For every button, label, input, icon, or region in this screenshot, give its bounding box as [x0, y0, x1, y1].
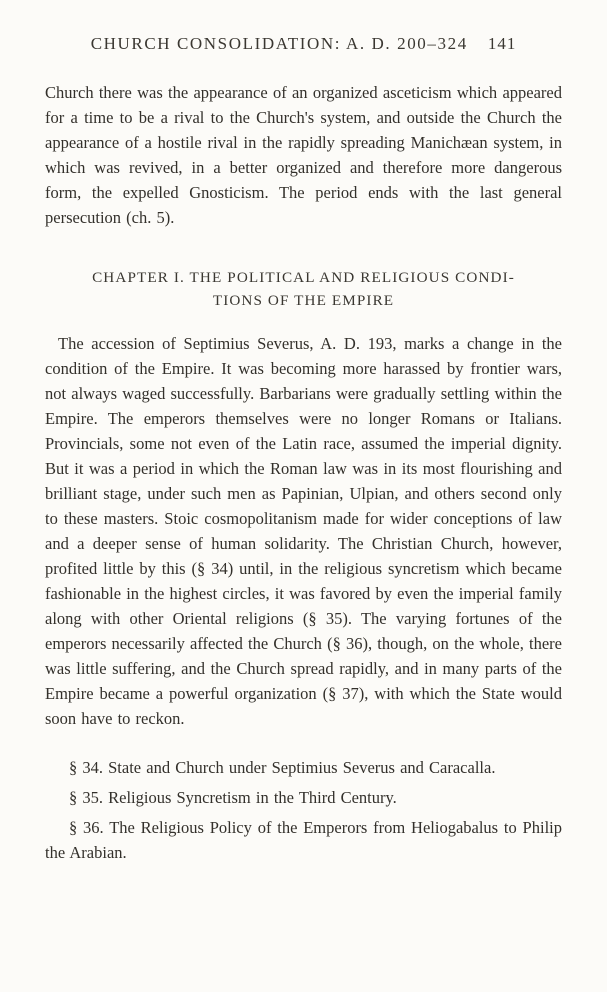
- section-list: [45, 755, 562, 865]
- header-title: CHURCH CONSOLIDATION: A. D. 200–324: [90, 34, 468, 53]
- running-header: [45, 34, 562, 54]
- section-item-36: § 36. The Religious Policy of the Emperors from Heliogabalus to Philip the Arabian.: [45, 818, 562, 862]
- section-item-35: § 35. Religious Syncretism in the Third Century.: [69, 788, 397, 807]
- chapter-heading-line1: CHAPTER I. THE POLITICAL AND RELIGIOUS CONDI-: [92, 269, 515, 286]
- chapter-heading: [45, 266, 562, 312]
- page-number: 141: [487, 34, 517, 53]
- paragraph-main: The accession of Septimius Severus, A. D. 193, marks a change in the condition of the Empire. It was becoming more harassed by frontier wars, not always waged successfully. Barbarians were gradually settling within the Empire. The emperors themselves were no longer Romans or Italians. Provincials, some not even of the Latin race, assumed the imperial dignity. But it was a period in which the Roman law was in its most flourishing and brilliant stage, under such men as Papinian, Ulpian, and others second only to these masters. Stoic cosmopolitanism made for wider conceptions of law and a deeper sense of human solidarity. The Christian Church, however, profited little by this (§ 34) until, in the religious syncretism which became fashionable in the highest circles, it was favored by even the imperial family along with other Oriental religions (§ 35). The varying fortunes of the emperors necessarily affected the Church (§ 36), though, on the whole, there was little suffering, and the Church spread rapidly, and in many parts of the Empire became a powerful organization (§ 37), with which the State would soon have to reckon.: [45, 334, 562, 728]
- section-item-34: § 34. State and Church under Septimius Severus and Caracalla.: [69, 758, 496, 777]
- chapter-heading-line2: TIONS OF THE EMPIRE: [212, 292, 395, 309]
- paragraph-continuation: Church there was the appearance of an organized asceticism which appeared for a time to be a rival to the Church's system, and outside the Church the appearance of a hostile rival in the rapidly spreading Manichæan system, in which was revived, in a better organized and therefore more dangerous form, the expelled Gnosticism. The period ends with the last general persecution (ch. 5).: [45, 83, 562, 227]
